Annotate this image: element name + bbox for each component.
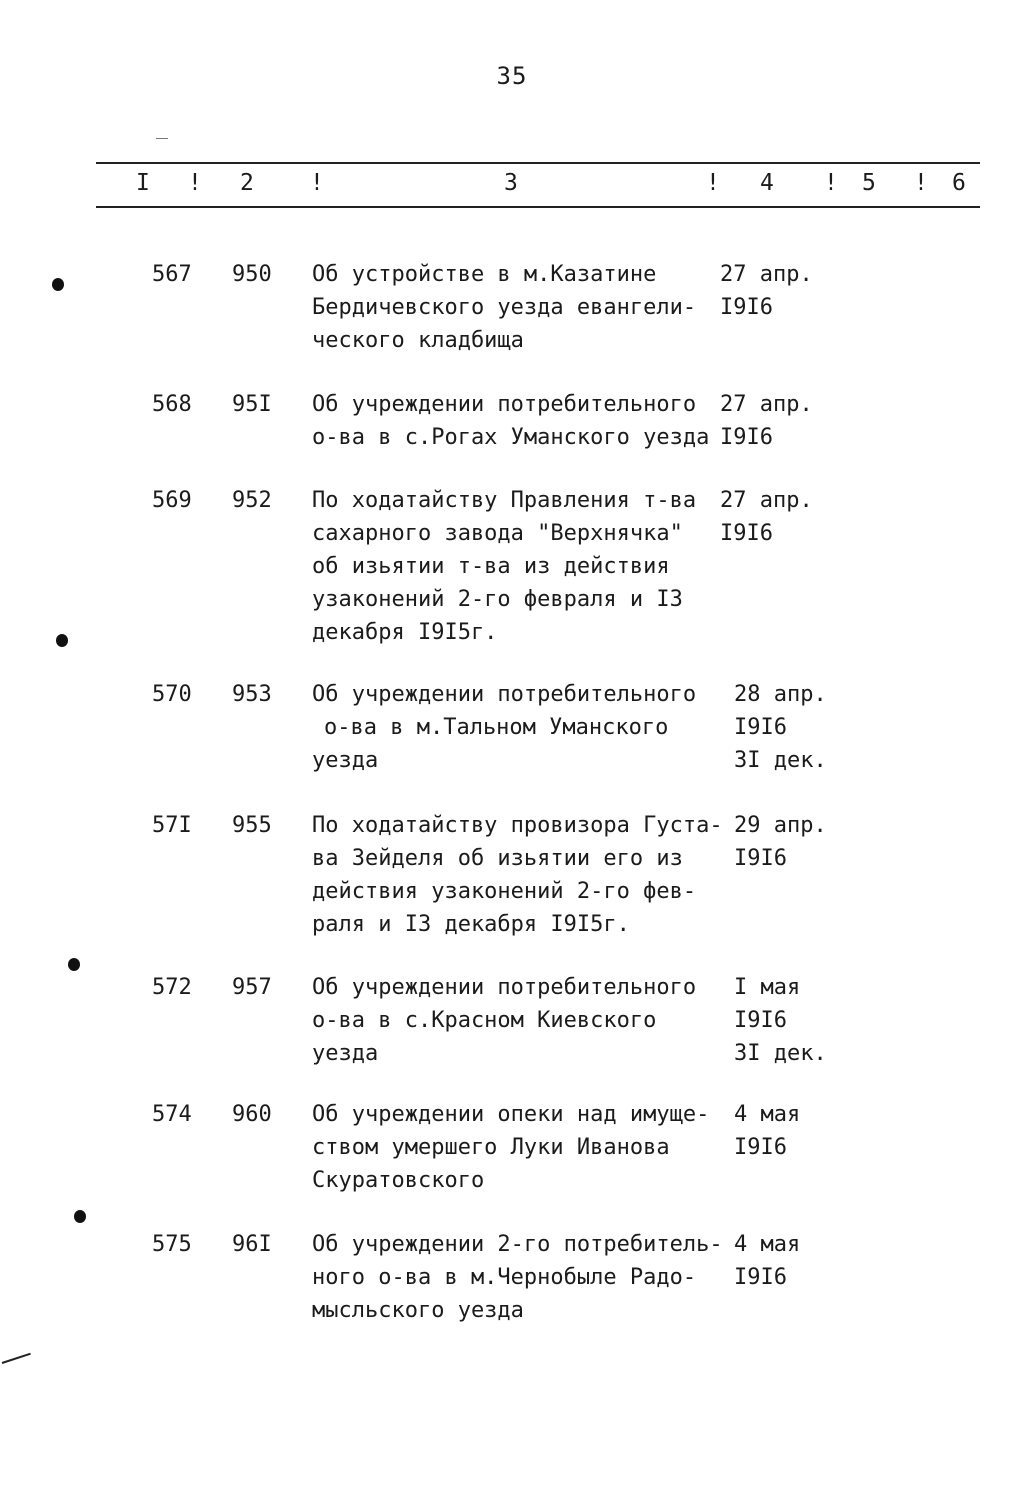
page-number: 35 xyxy=(496,62,528,90)
date-line: 4 мая xyxy=(734,1102,801,1127)
entry-title xyxy=(312,1228,723,1327)
column-header-6: 6 xyxy=(952,170,966,196)
title-line: ством умершего Луки Иванова xyxy=(312,1135,670,1160)
date-line: I9I6 xyxy=(734,1265,787,1290)
date-line: I9I6 xyxy=(734,1008,787,1033)
title-line: ческого кладбища xyxy=(312,328,524,353)
date-line: 28 апр. xyxy=(734,682,827,707)
entry-dates xyxy=(720,484,813,550)
date-line: I9I6 xyxy=(734,846,787,871)
entry-number: 567 xyxy=(152,262,192,287)
entry-dates xyxy=(734,1098,800,1164)
column-header-4: 4 xyxy=(760,170,774,196)
punch-hole xyxy=(52,278,64,291)
title-line: мысльского уезда xyxy=(312,1298,524,1323)
entry-dates xyxy=(734,1228,800,1294)
entry-number: 575 xyxy=(152,1232,192,1257)
title-line: Об учреждении опеки над имуще- xyxy=(312,1102,710,1127)
date-line: 29 апр. xyxy=(734,813,827,838)
entry-title xyxy=(312,258,696,357)
date-line: 27 апр. xyxy=(720,262,813,287)
title-line: о-ва в с.Рогах Уманского уезда xyxy=(312,425,710,450)
entry-dates xyxy=(720,258,813,324)
title-line: Об учреждении потребительного xyxy=(312,975,697,1000)
case-number: 957 xyxy=(232,975,272,1000)
header-rule-bottom xyxy=(96,206,980,208)
entry-dates xyxy=(734,809,827,875)
column-separator: ! xyxy=(824,170,838,196)
column-separator: ! xyxy=(310,170,324,196)
column-separator: ! xyxy=(706,170,720,196)
title-line: об изьятии т-ва из действия xyxy=(312,554,670,579)
title-line: Скуратовского xyxy=(312,1168,485,1193)
date-line: I9I6 xyxy=(720,425,773,450)
case-number: 95I xyxy=(232,392,272,417)
punch-hole xyxy=(56,634,68,647)
margin-pencil-mark xyxy=(2,1353,31,1364)
case-number: 96I xyxy=(232,1232,272,1257)
entry-number: 572 xyxy=(152,975,192,1000)
header-rule-top xyxy=(96,162,980,164)
title-line: Об учреждении потребительного xyxy=(312,682,697,707)
entry-number: 569 xyxy=(152,488,192,513)
entry-number: 568 xyxy=(152,392,192,417)
entry-number: 574 xyxy=(152,1102,192,1127)
title-line: ва Зейделя об изьятии его из xyxy=(312,846,683,871)
date-line: 4 мая xyxy=(734,1232,801,1257)
margin-mark xyxy=(156,138,168,139)
column-header-2: 2 xyxy=(240,170,254,196)
column-header-5: 5 xyxy=(862,170,876,196)
date-line: I9I6 xyxy=(734,1135,787,1160)
case-number: 955 xyxy=(232,813,272,838)
entry-dates xyxy=(734,971,827,1070)
column-header-3: 3 xyxy=(504,170,518,196)
column-separator: ! xyxy=(914,170,928,196)
entry-title xyxy=(312,971,696,1070)
title-line: Об учреждении потребительного xyxy=(312,392,697,417)
case-number: 952 xyxy=(232,488,272,513)
column-separator: ! xyxy=(188,170,202,196)
title-line: узаконений 2-го февраля и I3 xyxy=(312,587,683,612)
entry-dates xyxy=(734,678,827,777)
date-line: 3I дек. xyxy=(734,748,827,773)
punch-hole xyxy=(68,958,80,971)
entry-dates xyxy=(720,388,813,454)
title-line: действия узаконений 2-го фев- xyxy=(312,879,697,904)
title-line: о-ва в с.Красном Киевского xyxy=(312,1008,657,1033)
entry-title xyxy=(312,809,723,941)
title-line: Бердичевского уезда евангели- xyxy=(312,295,697,320)
title-line: Об учреждении 2-го потребитель- xyxy=(312,1232,723,1257)
title-line: Об устройстве в м.Казатине xyxy=(312,262,657,287)
entry-number: 57I xyxy=(152,813,192,838)
entry-title xyxy=(312,484,696,649)
title-line: По ходатайству провизора Густа- xyxy=(312,813,723,838)
case-number: 950 xyxy=(232,262,272,287)
date-line: 27 апр. xyxy=(720,488,813,513)
title-line: декабря I9I5г. xyxy=(312,620,498,645)
column-header-1: I xyxy=(136,170,150,196)
date-line: I9I6 xyxy=(720,521,773,546)
case-number: 953 xyxy=(232,682,272,707)
title-line: уезда xyxy=(312,1041,379,1066)
title-line: раля и I3 декабря I9I5г. xyxy=(312,912,630,937)
title-line: уезда xyxy=(312,748,379,773)
date-line: I мая xyxy=(734,975,801,1000)
date-line: I9I6 xyxy=(734,715,787,740)
entry-title xyxy=(312,678,696,777)
case-number: 960 xyxy=(232,1102,272,1127)
date-line: I9I6 xyxy=(720,295,773,320)
title-line: ного о-ва в м.Чернобыле Радо- xyxy=(312,1265,697,1290)
title-line: сахарного завода "Верхнячка" xyxy=(312,521,683,546)
title-line: По ходатайству Правления т-ва xyxy=(312,488,697,513)
date-line: 3I дек. xyxy=(734,1041,827,1066)
entry-title xyxy=(312,1098,709,1197)
entry-number: 570 xyxy=(152,682,192,707)
entry-title xyxy=(312,388,709,454)
punch-hole xyxy=(74,1210,86,1223)
date-line: 27 апр. xyxy=(720,392,813,417)
title-line: о-ва в м.Тальном Уманского xyxy=(324,715,669,740)
